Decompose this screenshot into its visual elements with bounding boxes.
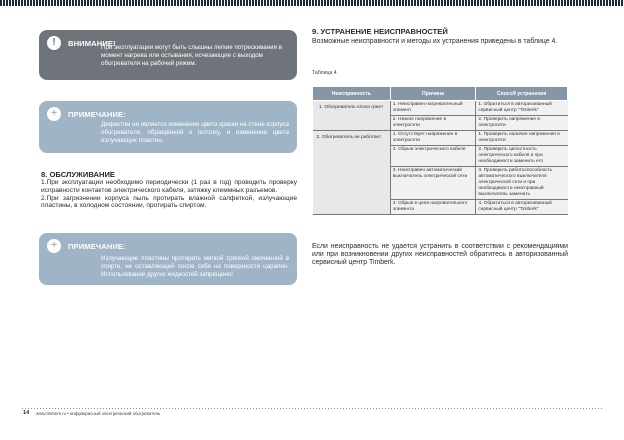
page-number: 14 xyxy=(23,410,30,416)
maintenance-title: 8. ОБСЛУЖИВАНИЕ xyxy=(41,170,115,179)
plus-icon: + xyxy=(47,239,61,253)
troubleshooting-table xyxy=(312,86,568,215)
cause-cell: 3. Неисправен автоматический выключатель электрической сети xyxy=(390,167,476,200)
warning-box xyxy=(39,30,297,80)
fix-cell: 1. Проверить наличие напряжения в электросети xyxy=(476,131,568,146)
table-row xyxy=(313,101,568,116)
troubleshooting-intro: Возможные неисправности и методы их устранения приведены в таблице 4. xyxy=(312,38,558,45)
header-fault: Неисправность xyxy=(313,87,391,101)
warning-title: ВНИМАНИЕ! xyxy=(68,38,116,48)
warning-text: При эксплуатации могут быть слышны легкие потрескивания в момент нагрева или остывания, исчезающие с выходом обогревателя на рабочий режим. xyxy=(101,44,282,67)
maintenance-paragraph-2: 2.При загрязнении корпуса пыль протирать влажной салфеткой, излучающие пластины, в холодном состоянии, протирать спиртом. xyxy=(41,194,297,210)
cause-cell: 2. Обрыв электрического кабеля xyxy=(390,146,476,167)
fault-cell: 2. Обогреватель не работает xyxy=(313,131,391,215)
fix-cell: 4. Обратиться в авторизованный сервисный центр "Timberk" xyxy=(476,200,568,215)
note-text: Излучающие пластины протирать мягкой тряпкой смоченной в спирте, не оставляющей после себя на поверхности царапин. Использование других жидкостей запрещено! xyxy=(101,255,289,278)
note-title: ПРИМЕЧАНИЕ: xyxy=(68,241,126,251)
exclamation-icon: ! xyxy=(47,36,61,50)
maintenance-paragraph-1: 1.При эксплуатации необходимо периодически (1 раз в год) проводить проверку исправности контактов электрического кабеля, затяжку клеммных разъемов. xyxy=(41,179,297,194)
fix-cell: 3. Проверить работоспособность автоматического выключателя электрической сети и при необходимости неисправный выключатель заменить xyxy=(476,167,568,200)
maintenance-body xyxy=(41,179,297,210)
footer-site-text: www.timberk.ru • инфракрасный электрический обогреватель xyxy=(36,411,161,416)
troubleshooting-footer: Если неисправность не удается устранить в соответствии с рекомендациями или при возникновении других неисправностей обратитесь в авторизованный сервисный центр Timberk. xyxy=(312,243,568,267)
note-text: Дефектом не является изменение цвета краски на стене корпуса обогревателя, обращённой к потолку, и изменение цвета излучающих пластин. xyxy=(101,121,289,144)
troubleshooting-title: 9. УСТРАНЕНИЕ НЕИСПРАВНОСТЕЙ xyxy=(312,27,448,36)
fix-cell: 2. Проверить напряжение в электросети xyxy=(476,116,568,131)
table-row xyxy=(313,131,568,146)
table-label: Таблица 4 xyxy=(312,70,337,76)
header-fix: Способ устранения xyxy=(476,87,568,101)
note-box-cleaning xyxy=(39,233,297,285)
table-header-row xyxy=(313,87,568,101)
cause-cell: 1. Отсутствует напряжение в электросети xyxy=(390,131,476,146)
cause-cell: 1. Неисправен нагревательный элемент xyxy=(390,101,476,116)
fault-cell: 1. Обогреватель плохо греет xyxy=(313,101,391,131)
note-title: ПРИМЕЧАНИЕ: xyxy=(68,109,126,119)
top-dotted-border xyxy=(0,0,624,6)
cause-cell: 2. Низкое напряжение в электросети xyxy=(390,116,476,131)
bottom-dotted-rule xyxy=(22,408,602,409)
fix-cell: 2. Проверить целостность электрического кабеля и при необходимости заменить его xyxy=(476,146,568,167)
header-cause: Причина xyxy=(390,87,476,101)
note-header xyxy=(47,107,126,121)
cause-cell: 4. Обрыв в цепи нагревательного элемента xyxy=(390,200,476,215)
fix-cell: 1. Обратиться в авторизованный сервисный центр "Timberk" xyxy=(476,101,568,116)
plus-icon: + xyxy=(47,107,61,121)
note-header xyxy=(47,239,126,253)
note-box-paint xyxy=(39,101,297,153)
